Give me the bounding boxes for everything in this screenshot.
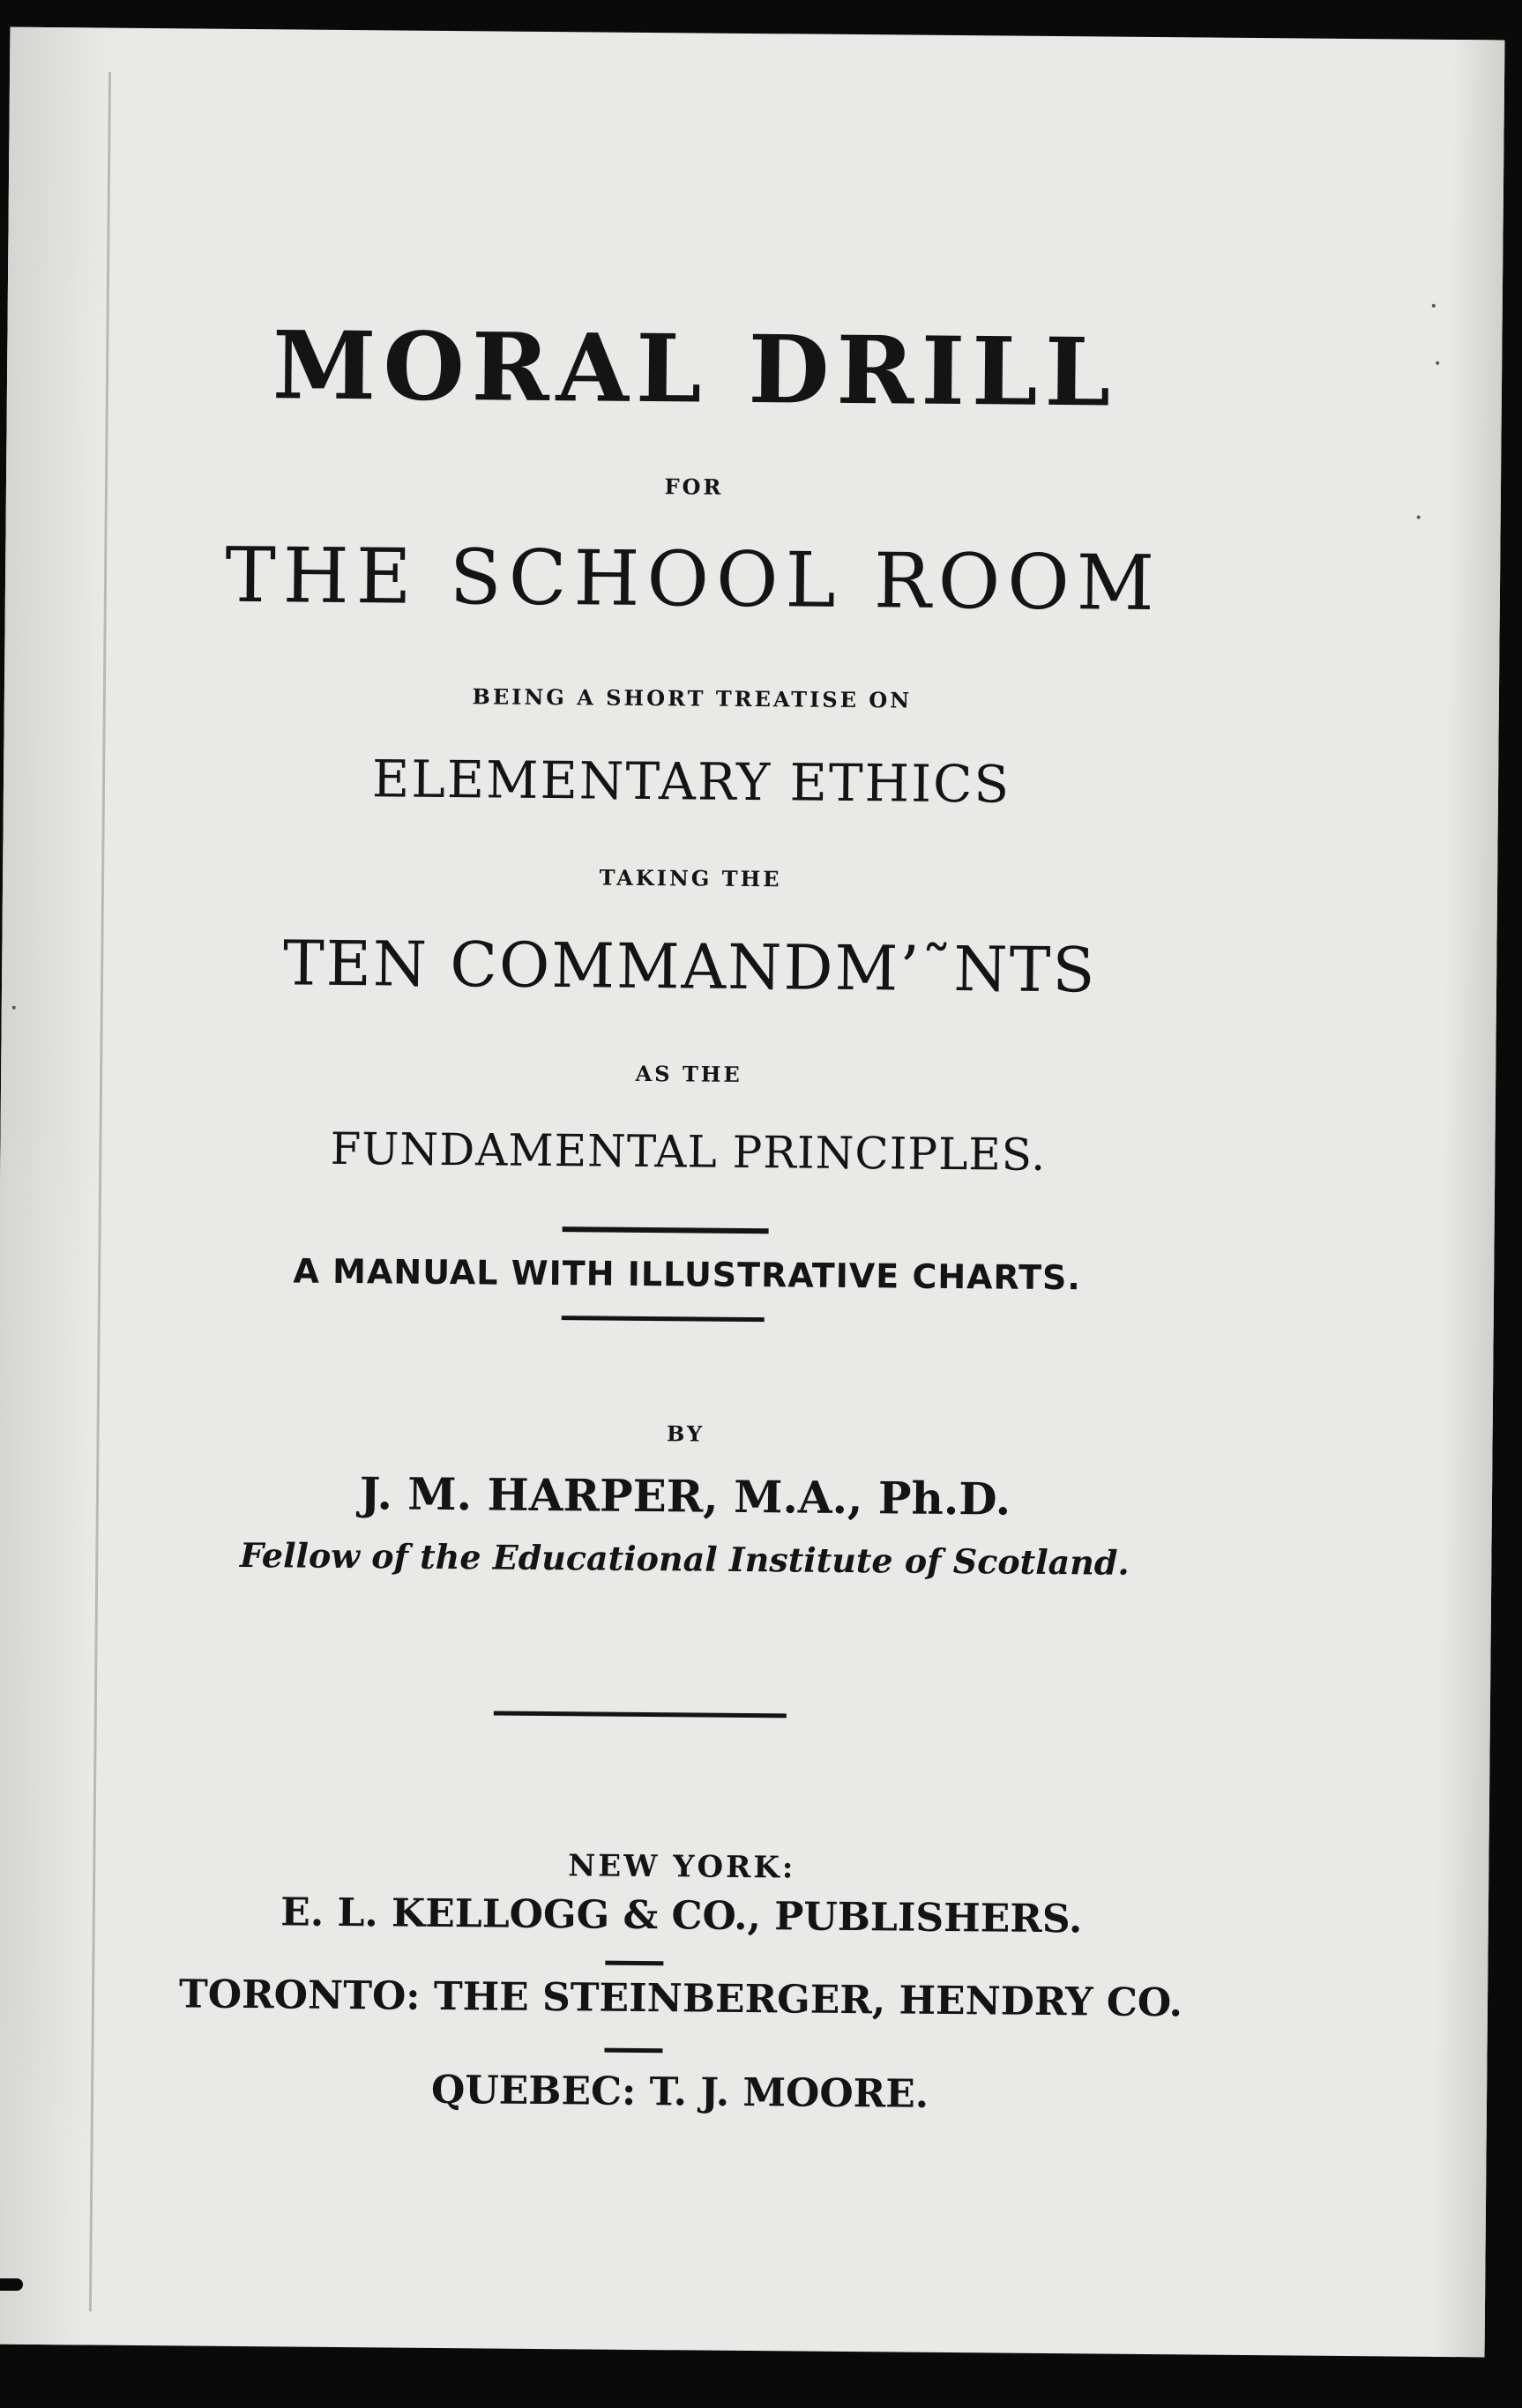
- author-affiliation: Fellow of the Educational Institute of Scotland.: [239, 1534, 1130, 1583]
- connector-being-treatise: BEING A SHORT TREATISE ON: [472, 683, 913, 713]
- imprint-publisher: E. L. KELLOGG & CO., PUBLISHERS.: [280, 1890, 1083, 1942]
- book-title-fundamental-principles: FUNDAMENTAL PRINCIPLES.: [330, 1122, 1047, 1181]
- divider-rule: [605, 1961, 663, 1966]
- scan-speck: [1436, 362, 1439, 365]
- divider-rule: [494, 1711, 787, 1718]
- connector-taking-the: TAKING THE: [599, 864, 782, 892]
- book-title-moral-drill: MORAL DRILL: [272, 309, 1118, 428]
- byline-by: BY: [666, 1420, 705, 1447]
- imprint-quebec: QUEBEC: T. J. MOORE.: [430, 2067, 929, 2117]
- divider-rule: [563, 1226, 769, 1234]
- divider-rule: [604, 2048, 662, 2054]
- scan-speck: [1417, 516, 1421, 519]
- subtitle-manual: A MANUAL WITH ILLUSTRATIVE CHARTS.: [293, 1251, 1082, 1298]
- connector-for: FOR: [664, 473, 724, 500]
- connector-as-the: AS THE: [635, 1060, 742, 1087]
- divider-rule: [562, 1316, 765, 1322]
- scan-speck: [12, 1006, 16, 1010]
- book-title-school-room: THE SCHOOL ROOM: [224, 531, 1162, 629]
- imprint-toronto: TORONTO: THE STEINBERGER, HENDRY CO.: [178, 1972, 1183, 2026]
- scan-speck: [1432, 304, 1436, 308]
- imprint-city: NEW YORK:: [568, 1848, 796, 1886]
- book-title-elementary-ethics: ELEMENTARY ETHICS: [371, 749, 1011, 815]
- author-name: J. M. HARPER, M.A., Ph.D.: [359, 1467, 1011, 1525]
- page-edge-shadow: [1432, 40, 1505, 2357]
- book-title-ten-commandments: TEN COMMANDM’˜NTS: [282, 927, 1097, 1007]
- title-page: [0, 27, 1504, 2358]
- scan-edge-mark: [0, 2278, 23, 2291]
